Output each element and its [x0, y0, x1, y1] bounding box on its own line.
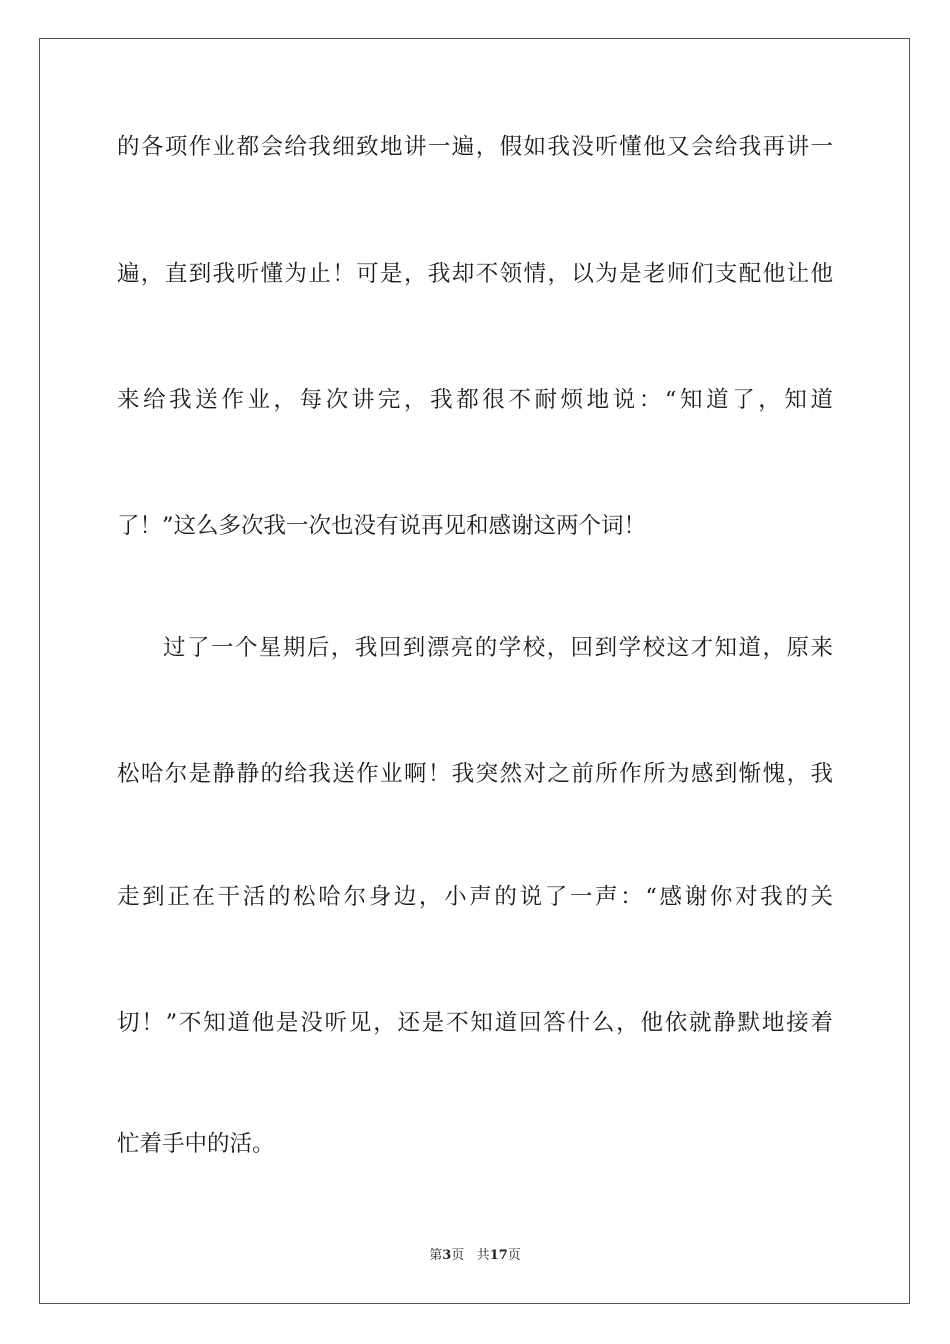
body-text-line: 走到正在干活的松哈尔身边，小声的说了一声：“感谢你对我的关 — [117, 884, 833, 910]
body-text-line: 松哈尔是静静的给我送作业啊！我突然对之前所作所为感到惭愧，我 — [117, 761, 833, 787]
page-border — [39, 38, 910, 1304]
total-label-prefix: 共 — [476, 1248, 490, 1263]
body-text-line: 的各项作业都会给我细致地讲一遍，假如我没听懂他又会给我再讲一 — [117, 134, 833, 160]
total-label-suffix: 页 — [507, 1248, 521, 1263]
current-page-number: 3 — [442, 1248, 452, 1263]
body-text-line: 忙着手中的活。 — [117, 1131, 275, 1157]
total-page-count: 17 — [489, 1248, 508, 1263]
page-label-suffix: 页 — [451, 1248, 465, 1263]
body-text-line: 遍，直到我听懂为止！可是，我却不领情，以为是老师们支配他让他 — [117, 261, 833, 287]
page-label-prefix: 第 — [429, 1248, 443, 1263]
body-text-line: 切！”不知道他是没听见，还是不知道回答什么，他依就静默地接着 — [117, 1010, 833, 1036]
page-footer — [0, 1246, 950, 1266]
paragraph-first-line: 过了一个星期后，我回到漂亮的学校，回到学校这才知道，原来 — [163, 635, 833, 661]
body-text-line: 了！”这么多次我一次也没有说再见和感谢这两个词！ — [117, 513, 647, 539]
body-text-line: 来给我送作业，每次讲完，我都很不耐烦地说：“知道了，知道 — [117, 387, 833, 413]
